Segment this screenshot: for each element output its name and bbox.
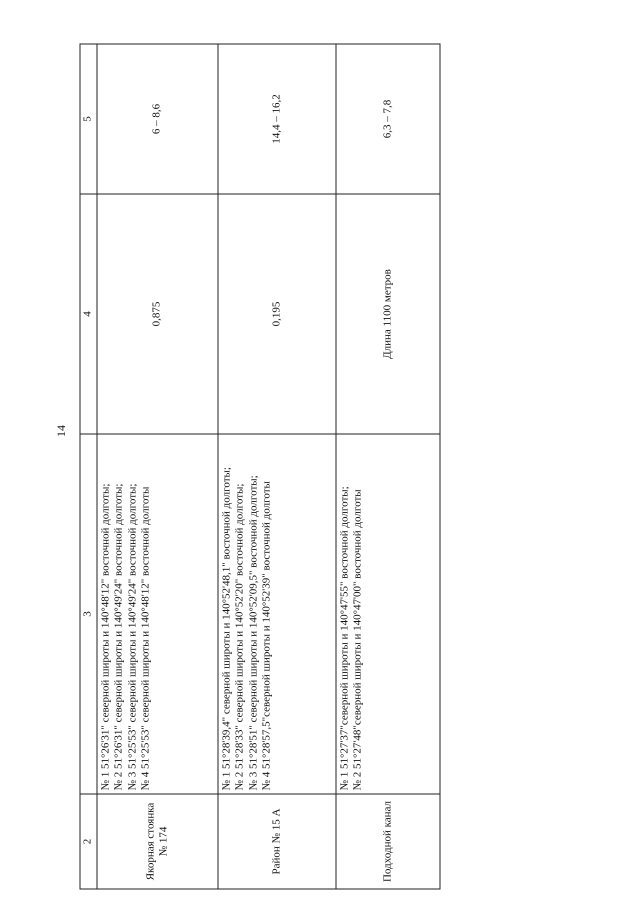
zone-name: Подходной канал: [336, 794, 440, 889]
coordinate-line: № 1 51°26'31" северной широты и 140°48'12" восточной долготы;: [99, 483, 111, 790]
zone-depth: 14,4 – 16,2: [218, 44, 336, 194]
zone-coordinates: [218, 434, 336, 794]
page-number: 14: [54, 425, 68, 437]
zone-name: Якорная стоянка № 174: [97, 794, 218, 889]
zone-name: Район № 15 А: [218, 794, 336, 889]
coordinate-line: № 3 51°28'51" северной широты и 140°52'09,5" восточной долготы;: [246, 474, 259, 790]
coordinate-line: № 2 51°26'31" северной широты и 140°49'24" восточной долготы;: [112, 483, 125, 790]
zone-area: 0,875: [97, 194, 218, 434]
zone-area: Длина 1100 метров: [336, 194, 440, 434]
header-col-5: 5: [80, 44, 97, 194]
coordinate-line: № 1 51°28'39,4" северной широты и 140°52'48,1" восточной долготы;: [220, 466, 232, 790]
zone-coordinates: [97, 434, 218, 794]
table-row: [336, 44, 440, 889]
table-row: [97, 44, 218, 889]
header-row: [80, 44, 97, 889]
coordinate-line: № 4 51°25'53" северной широты и 140°48'12" восточной долготы: [139, 486, 152, 790]
table-row: [218, 44, 336, 889]
anchorage-table: [79, 43, 440, 889]
header-col-2: 2: [80, 794, 97, 889]
coordinate-line: № 3 51°25'53" северной широты и 140°49'24" восточной долготы;: [125, 483, 138, 790]
rotated-table: [79, 44, 439, 889]
header-col-3: 3: [80, 434, 97, 794]
coordinate-line: № 2 51°28'33" северной широты и 140°52'20" восточной долготы;: [233, 483, 246, 790]
zone-area: 0,195: [218, 194, 336, 434]
zone-coordinates: [336, 434, 440, 794]
coordinate-line: № 1 51°27'37"северной широты и 140°47'55" восточной долготы;: [338, 485, 350, 790]
zone-depth: 6,3 – 7,8: [336, 44, 440, 194]
header-col-4: 4: [80, 194, 97, 434]
zone-depth: 6 – 8,6: [97, 44, 218, 194]
coordinate-line: № 4 51°28'57,5"северной широты и 140°52'39" восточной долготы: [260, 480, 273, 790]
coordinate-line: № 2 51°27'48"северной широты и 140°47'00" восточной долготы: [351, 488, 364, 790]
